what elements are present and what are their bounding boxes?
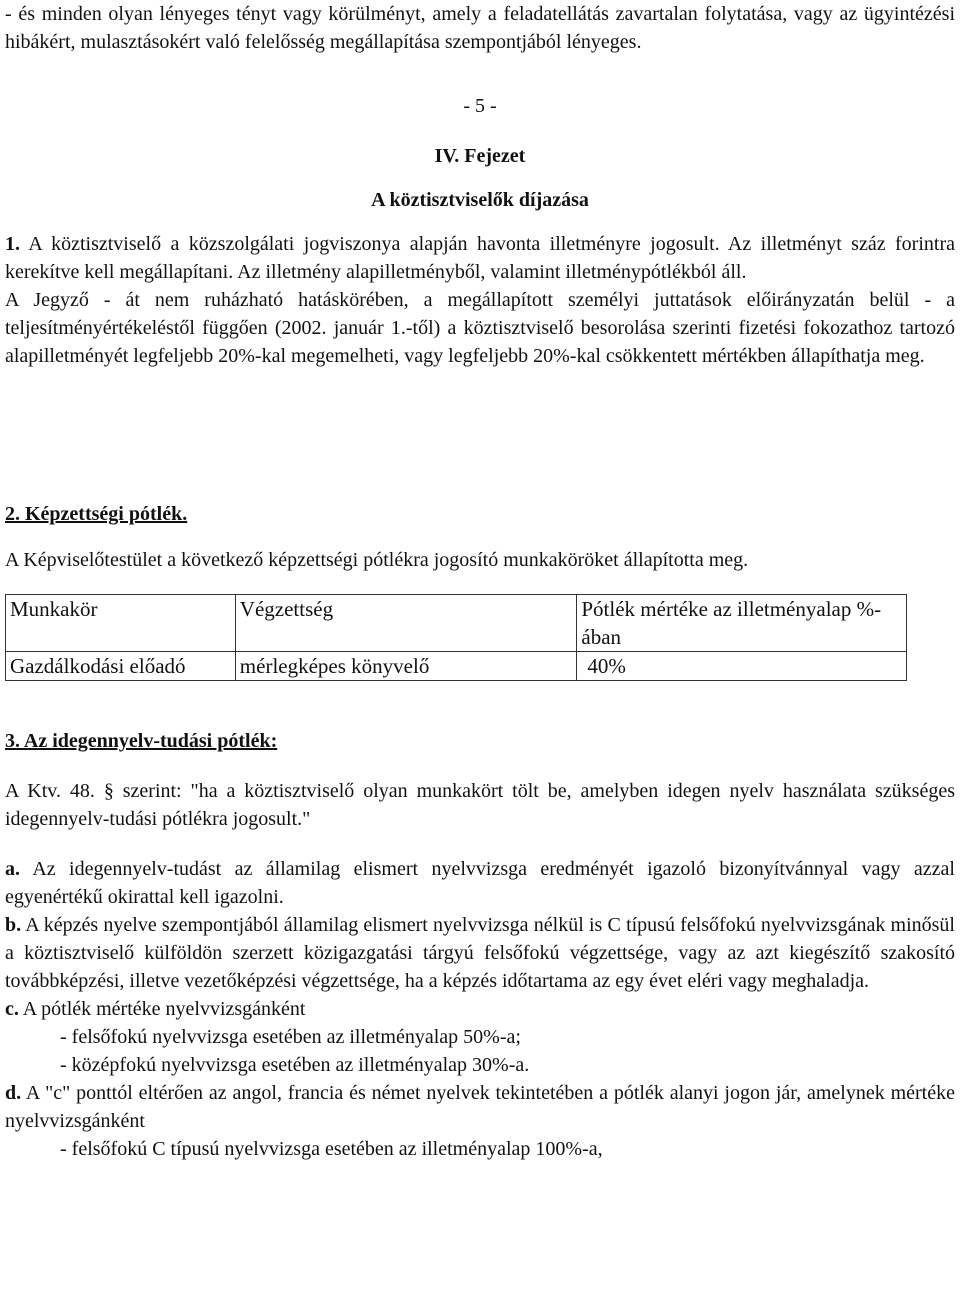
item-text: Az idegennyelv-tudást az államilag elismert nyelvvizsga eredményét igazoló bizonyítvánnyal vagy azzal egyenértékű okirattal kell igazolni. (5, 858, 955, 908)
chapter-subtitle: A köztisztviselők díjazása (371, 189, 589, 211)
allowance-table (5, 594, 907, 681)
section1-paragraph (5, 230, 955, 286)
section3-title: 3. Az idegennyelv-tudási pótlék: (5, 730, 278, 752)
chapter-title: IV. Fejezet (434, 145, 526, 167)
item-label: c. (5, 998, 19, 1020)
item-text: A pótlék mértéke nyelvvizsgánként (22, 998, 306, 1020)
table-row (6, 652, 907, 681)
section2-text: A Képviselőtestület a következő képzettségi pótlékra jogosító munkaköröket állapította meg. (5, 549, 749, 571)
section1-number: 1. (5, 233, 20, 255)
section3-item-c-sub: - felsőfokú nyelvvizsga esetében az illetményalap 50%-a; (60, 1026, 521, 1048)
item-label: a. (5, 858, 20, 880)
table-cell: mérlegképes könyvelő (235, 652, 577, 681)
item-text: A képzés nyelve szempontjából államilag elismert nyelvvizsga nélkül is C típusú felsőfokú nyelvvizsgának minősül a köztisztviselő külföldön szerzett közigazgatási tárgyú felsőfokú végzettsége, vagy az azt kiegészítő szakosító továbbképzési, illetve vezetőképzési végzettsége, ha a képzés időtartama az egy évet eléri vagy meghaladja. (5, 914, 955, 992)
intro-paragraph: - és minden olyan lényeges tényt vagy körülményt, amely a feladatellátás zavartalan folytatása, vagy az ügyintézési hibákért, mulasztásokért való felelősség megállapítása szempontjából lényeges. (5, 3, 955, 53)
page-number: - 5 - (463, 95, 497, 117)
section3-item-a (5, 855, 955, 911)
section3-item-c-sub: - középfokú nyelvvizsga esetében az illetményalap 30%-a. (60, 1054, 530, 1076)
item-text: A "c" ponttól eltérően az angol, francia és német nyelvek tekintetében a pótlék alanyi jogon jár, amelynek mértéke nyelvvizsgánként (5, 1082, 955, 1132)
section2-title: 2. Képzettségi pótlék. (5, 503, 188, 525)
item-label: b. (5, 914, 22, 936)
table-header-cell: Pótlék mértéke az illetményalap %-ában (577, 595, 907, 652)
table-cell: Gazdálkodási előadó (6, 652, 236, 681)
item-label: d. (5, 1082, 22, 1104)
section3-item-d-sub: - felsőfokú C típusú nyelvvizsga esetében az illetményalap 100%-a, (60, 1138, 603, 1160)
section3-text: A Ktv. 48. § szerint: "ha a köztisztviselő olyan munkakört tölt be, amelyben idegen nyelv használata szükséges idegennyelv-tudási pótlékra jogosult." (5, 780, 955, 830)
section1-text: A köztisztviselő a közszolgálati jogviszonya alapján havonta illetményre jogosult. Az illetményt száz forintra kerekítve kell megállapítani. Az illetmény alapilletményből, valamint illetménypótlékból áll. (5, 233, 955, 283)
table-header-cell: Munkakör (6, 595, 236, 652)
table-cell: 40% (577, 652, 907, 681)
document-page (5, 0, 955, 1163)
section3-item-b (5, 911, 955, 995)
table-header-row (6, 595, 907, 652)
section3-item-c (5, 995, 955, 1023)
section1-paragraph-2: A Jegyző - át nem ruházható hatáskörében, a megállapított személyi juttatások előirányzatán belül - a teljesítményértékeléstől függően (2002. január 1.-től) a köztisztviselő besorolása szerinti fizetési fokozathoz tartozó alapilletményét legfeljebb 20%-kal megemelheti, vagy legfeljebb 20%-kal csökkentett mértékben állapíthatja meg. (5, 289, 955, 367)
table-header-cell: Végzettség (235, 595, 577, 652)
section3-item-d (5, 1079, 955, 1135)
